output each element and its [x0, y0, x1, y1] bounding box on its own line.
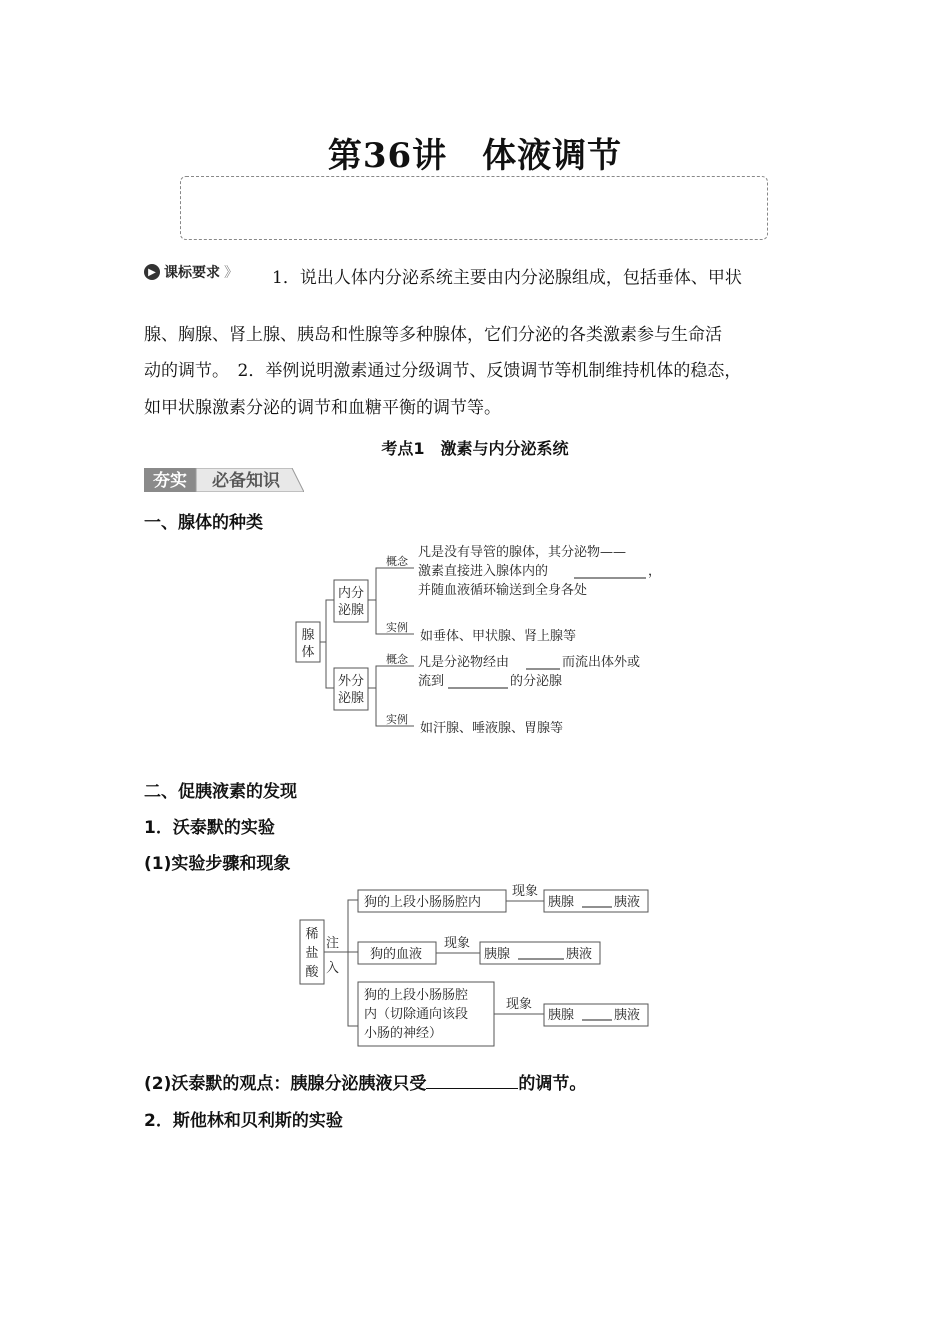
requirement-line-1: 1．说出人体内分泌系统主要由内分泌腺组成，包括垂体、甲状 — [272, 268, 742, 288]
row1-phenomenon: 现象 — [512, 884, 539, 899]
part2-sub1: 1．沃泰默的实验 — [144, 818, 275, 838]
row1-result-left: 胰腺 — [548, 895, 575, 910]
exocrine-concept-part-2: 而流出体外或 — [562, 655, 641, 670]
endocrine-label-2: 泌腺 — [337, 603, 365, 618]
row2-result-right: 胰液 — [566, 947, 593, 962]
play-circle-icon: ▶ — [144, 264, 160, 280]
row2-phenomenon: 现象 — [444, 936, 471, 951]
inject-char-2: 入 — [326, 961, 340, 976]
requirement-line-3: 动的调节。 2．举例说明激素通过分级调节、反馈调节等机制维持机体的稳态， — [144, 361, 742, 381]
root-branch-line — [320, 600, 334, 688]
part2-sub1a: (1)实验步骤和现象 — [144, 854, 291, 874]
exocrine-concept-part-3: 流到 — [418, 674, 445, 689]
endocrine-label-1: 内分 — [337, 586, 365, 601]
exocrine-concept-part-1: 凡是分泌物经由 — [418, 655, 510, 670]
root-char-2: 体 — [301, 645, 315, 660]
row1-target: 狗的上段小肠肠腔内 — [364, 895, 482, 910]
endocrine-concept-tag: 概念 — [386, 555, 408, 568]
blank-nervous — [426, 1074, 518, 1089]
wertheimer-view-suffix: 的调节。 — [518, 1074, 587, 1094]
banner-right-text: 必备知识 — [212, 471, 280, 491]
root-char-1: 腺 — [301, 628, 315, 643]
row3-target-line-2: 内（切除通向该段 — [364, 1007, 469, 1022]
inject-char-1: 注 — [326, 936, 340, 951]
row2-target: 狗的血液 — [370, 947, 423, 962]
endocrine-concept-line-1: 凡是没有导管的腺体，其分泌物—— — [418, 545, 627, 560]
exocrine-example: 如汗腺、唾液腺、胃腺等 — [420, 721, 564, 736]
row1-result-right: 胰液 — [614, 895, 641, 910]
acid-char-1: 稀 — [305, 927, 319, 942]
acid-char-2: 盐 — [305, 946, 319, 961]
notes-box — [180, 176, 768, 240]
row3-result-left: 胰腺 — [548, 1008, 575, 1023]
exocrine-example-tag: 实例 — [386, 713, 408, 726]
endocrine-example: 如垂体、甲状腺、肾上腺等 — [420, 629, 577, 644]
double-chevron-icon: 》 — [224, 265, 238, 281]
part2-heading: 二、促胰液素的发现 — [144, 782, 297, 802]
row3-target-line-3: 小肠的神经） — [364, 1026, 443, 1041]
part1-heading: 一、腺体的种类 — [144, 513, 263, 533]
requirement-line-4: 如甲状腺激素分泌的调节和血糖平衡的调节等。 — [144, 398, 501, 418]
endocrine-concept-line-2: 激素直接进入腺体内的 — [418, 564, 549, 579]
banner-left-text: 夯实 — [153, 471, 187, 491]
section-heading: 考点1 激素与内分泌系统 — [381, 439, 569, 458]
requirement-line-2: 腺、胸腺、肾上腺、胰岛和性腺等多种腺体，它们分泌的各类激素参与生命活 — [144, 325, 722, 345]
endocrine-concept-comma: ， — [648, 564, 662, 579]
wertheimer-view-prefix: (2)沃泰默的观点：胰腺分泌胰液只受 — [144, 1074, 427, 1094]
endocrine-concept-line-3: 并随血液循环输送到全身各处 — [418, 583, 588, 598]
acid-char-3: 酸 — [305, 965, 319, 980]
gland-types-diagram — [290, 540, 670, 740]
exocrine-label-1: 外分 — [337, 674, 365, 689]
row3-phenomenon: 现象 — [506, 997, 533, 1012]
exocrine-concept-part-4: 的分泌腺 — [510, 674, 563, 689]
row3-result-right: 胰液 — [614, 1008, 641, 1023]
row2-result-left: 胰腺 — [484, 947, 511, 962]
exocrine-label-2: 泌腺 — [337, 691, 365, 706]
curriculum-badge — [144, 262, 238, 282]
endocrine-example-tag: 实例 — [386, 621, 408, 634]
badge-label: 课标要求 — [164, 265, 220, 281]
wertheimer-view — [144, 1069, 586, 1094]
knowledge-banner — [144, 468, 304, 492]
wertheimer-diagram — [290, 880, 660, 1050]
page-title: 第36讲 体液调节 — [327, 136, 623, 176]
part2-sub2: 2．斯他林和贝利斯的实验 — [144, 1111, 343, 1131]
row3-target-line-1: 狗的上段小肠肠腔 — [364, 988, 469, 1003]
exocrine-concept-tag: 概念 — [386, 653, 408, 666]
